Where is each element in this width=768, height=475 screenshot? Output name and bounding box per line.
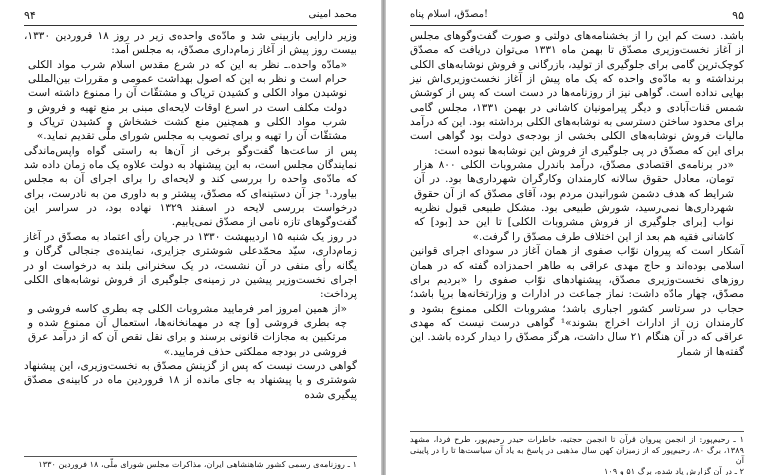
right-quote: «در برنامه‌ی اقتصادی مصدّق، درآمد باندرل مشروبات الکلی ۸۰۰ هزار تومان، معادل حقوق سالانه کارمندان وکارگران شهرداری‌ها بود. در آن شرایط که هدف دشمن شورانیدن مردم بود، آقای مصدّق که از آن حقوق شهرداری‌ها نمی‌رسید، شورش طبیعی بود. مشکل طبیعی قبول نظریه نواب [برای جلوگیری از فروش مشروبات الکلی] تا این حد [بود] که کاشانی فقیه هم بعد از این اختلاف طرف مصدّق را گرفت.» [414,159,734,243]
right-page-number: ۹۵ [732,9,744,22]
right-paragraph: آشکار است که پیروان نوّاب صفوی از همان آغاز در سودای اجرای قوانین اسلامی بوده‌اند و حاج مهدی عراقی به طاهر احمدزاده گفته که در همان روزهای نخست‌وزیری مصدّق، پیشنهادهای نوّاب صفوی را «بردیم برای مصدّق، چهار مادّه داشت: نماز جماعت در ادارات و وزارتخانه‌ها برپا باشد؛ حجاب در سرتاسر کشور اجباری باشد؛ مشروبات الکلی ممنوع بشود و کارمندان زن از ادارات اخراج بشوند»¹ گواهی درست نیست که مهدی عراقی که در آن هنگام ۲۱ سال داشت، هرگز مصدّق را دیدار کرده باشد. این گفته‌ها از شمار [410,245,744,358]
left-footnote-rule [24,456,357,457]
left-paragraph: وزیر دارایی بازبینی شد و مادّه‌ی واحده‌ی زیر در روز ۱۸ فروردین ۱۳۳۰، بیست روز پیش از آغاز زمام‌داری مصدّق، به مجلس آمد: [24,30,357,57]
right-page [386,0,768,475]
left-paragraph: گواهی درست نیست که پس از گزینش مصدّق به نخست‌وزیری، این پیشنهاد شوشتری و یا پیشنهاد به جای مانده از ۱۸ فروردین ماه در کابینه‌ی مصدّق پیگیری شده [24,359,357,401]
right-footnotes [410,434,744,475]
left-paragraph: در روز یک شنبه ۱۵ اردیبهشت ۱۳۳۰ در جریان رأی اعتماد به مصدّق در آغاز زمام‌داری، سیّد محمّدعلی شوشتری جزایری، نماینده‌ی جنجالی گرگان و یگانه رأی منفی در آن نشست، در یک سخنرانی بلند به درخواست او در اجرای نخست‌وزیر پیشین در زمینه‌ی جلوگیری از فروش نوشابه‌های الکلی پرداخت: [24,230,358,301]
footnote: ۱ ـ رحیم‌پور: از انجمن پیروان قرآن تا انجمن حجتیه، خاطرات حیدر رحیم‌پور، طرح فردا، مشهد ۱۳۸۹، برگ ۸۰، رحیم‌پور که از زمیزان کهن سال مذهبی در پاسخ به یاد آن سیاست‌ها تا را در پایینی آن [410,434,744,465]
footnote: ۱ ـ روزنامه‌ی رسمی کشور شاهنشاهی ایران، مذاکرات مجلس شورای ملّی، ۱۸ فروردین ۱۳۳۰ [38,459,357,469]
left-page-number: ۹۴ [24,9,36,22]
footnote: ۲ ـ در آن گزارش یاد شده، برگ ۵۱ و ۱۰۹ [604,465,744,475]
left-page [0,0,381,475]
left-running-title: محمد امینی [308,9,357,20]
left-quote: «از همین امروز امر فرمایید مشروبات الکلی چه بطری کاسه فروشی و چه بطری فروشی [و] چه در مهمانخانه‌ها، استعمال آن ممنوع شده و مرتکبین به مجازات قانونی برسند و برای نقل نقص آن که از درآمد عرق فروشی در بودجه مملکتی حذف فرمایید.» [28,302,347,358]
left-header-rule [24,25,357,26]
right-header-rule [410,25,744,26]
right-running-title: مصدّق، اسلام پناه! [410,9,489,20]
left-paragraph: پس از ساعت‌ها گفت‌وگو برخی از آن‌ها به راستی گواه واپس‌ماندگی نمایندگان مجلس است، به این پیشنهاد به دولت علاوه یک ماه زمان داده شد که مادّه‌ی واحده را بررسی کند و لایحه‌ای را برای اجرای آن به مجلس بیاورد.¹ جز آن دستینه‌ای که مصدّق، پیشتر و به داوری من به نادرست، برای درخواست بررسی لایحه در اسفند ۱۳۲۹ نهاده بود، در سراسر این گفت‌وگوهای تازه نامی از مصدّق نمی‌یابیم. [24,144,357,229]
left-footnotes [24,459,357,470]
right-footnote-rule [410,431,744,432]
left-body-text [24,29,357,402]
right-paragraph: باشد. دست کم این را از بخشنامه‌های دولتی و صورت گفت‌وگوهای مجلس از آغاز نخست‌وزیری مصدّق تا بهمن ماه ۱۳۳۱ می‌توان دریافت که مصدّق کوچک‌ترین گامی برای جلوگیری از تولید، بازرگانی و فروش نوشابه‌های الکلی برنداشته و به مادّه‌ی واحده که یک ماه پیش از آغاز نخست‌وزیری‌اش نیز بهایی نداده است. گواهی نیز از روزنامه‌ها در دست است که پس از کوشش شمس قنات‌آبادی و دیگر پیرامونیان کاشانی در بهمن ۱۳۳۱، مجلس گامی برای محدود ساختن دسترسی به نوشابه‌های الکلی برداشته بود. این که درآمد مالیات فروش نوشابه‌های الکلی بخشی از بودجه‌ی دولت بود گواهی است برای این که مصدّق در پی جلوگیری از فروش این نوشابه‌ها نبوده است: [410,30,744,157]
left-quote: «مادّه واحده.ـ نظر به این که در شرع مقدس اسلام شرب مواد الکلی حرام است و نظر به این که اصول بهداشت عمومی و مقررات بین‌المللی نوشیدن مواد الکلی و کشیدن تریاک و مشتقّات آن را ممنوع داشته است دولت مکلف است در اسرع اوقات لایحه‌ای مبنی بر منع تهیه و فروش و شرب مواد الکلی و همچنین منع کشت خشخاش و کشیدن تریاک و مشتقّات آن را تهیه و برای تصویب به مجلس شورای ملّی تقدیم نماید.» [28,58,347,143]
right-body-text [410,29,744,359]
